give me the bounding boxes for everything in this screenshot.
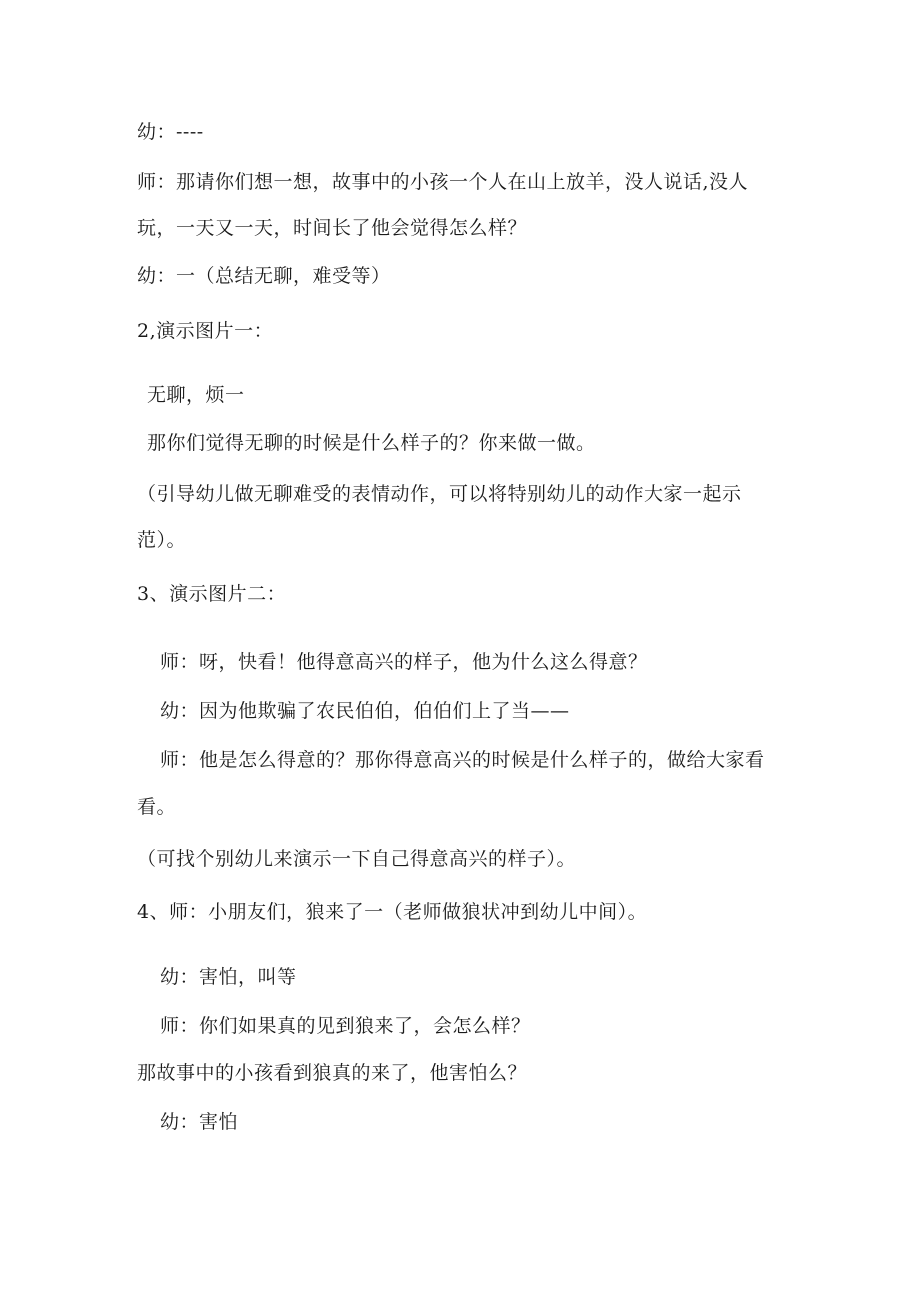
section-heading-4: 4、师：小朋友们，狼来了一（老师做狼状冲到幼儿中间）。 (137, 901, 648, 923)
text-line-17: 幼：害怕，叫等 (160, 966, 297, 988)
text-line-19: 那故事中的小孩看到狼真的来了，他害怕么？ (137, 1062, 528, 1084)
text-line-2: 师：那请你们想一想，故事中的小孩一个人在山上放羊，没人说话,没人 (137, 171, 749, 193)
text-line-20: 幼：害怕 (160, 1111, 239, 1133)
text-line-1: 幼：---- (137, 121, 204, 143)
section-heading-2: 2,演示图片一： (137, 320, 274, 342)
text-line-9: 范）。 (137, 529, 187, 551)
section-heading-3: 3、演示图片二： (137, 583, 287, 605)
text-line-15: （可找个别幼儿来演示一下自己得意高兴的样子）。 (137, 848, 577, 870)
text-line-3: 玩，一天又一天，时间长了他会觉得怎么样？ (137, 217, 528, 239)
text-line-7: 那你们觉得无聊的时候是什么样子的？你来做一做。 (147, 432, 596, 454)
text-line-13: 师：他是怎么得意的？那你得意高兴的时候是什么样子的，做给大家看 (160, 749, 765, 771)
text-line-8: （引导幼儿做无聊难受的表情动作，可以将特别幼儿的动作大家一起示 (137, 483, 742, 505)
text-line-14: 看。 (137, 796, 177, 818)
text-line-11: 师：呀，快看！他得意高兴的样子，他为什么这么得意？ (160, 651, 648, 673)
text-line-12: 幼：因为他欺骗了农民伯伯，伯伯们上了当—— (160, 700, 570, 722)
text-line-4: 幼：一（总结无聊，难受等） (137, 265, 391, 287)
text-line-6: 无聊，烦一 (147, 384, 245, 406)
text-line-18: 师：你们如果真的见到狼来了，会怎么样？ (160, 1015, 531, 1037)
